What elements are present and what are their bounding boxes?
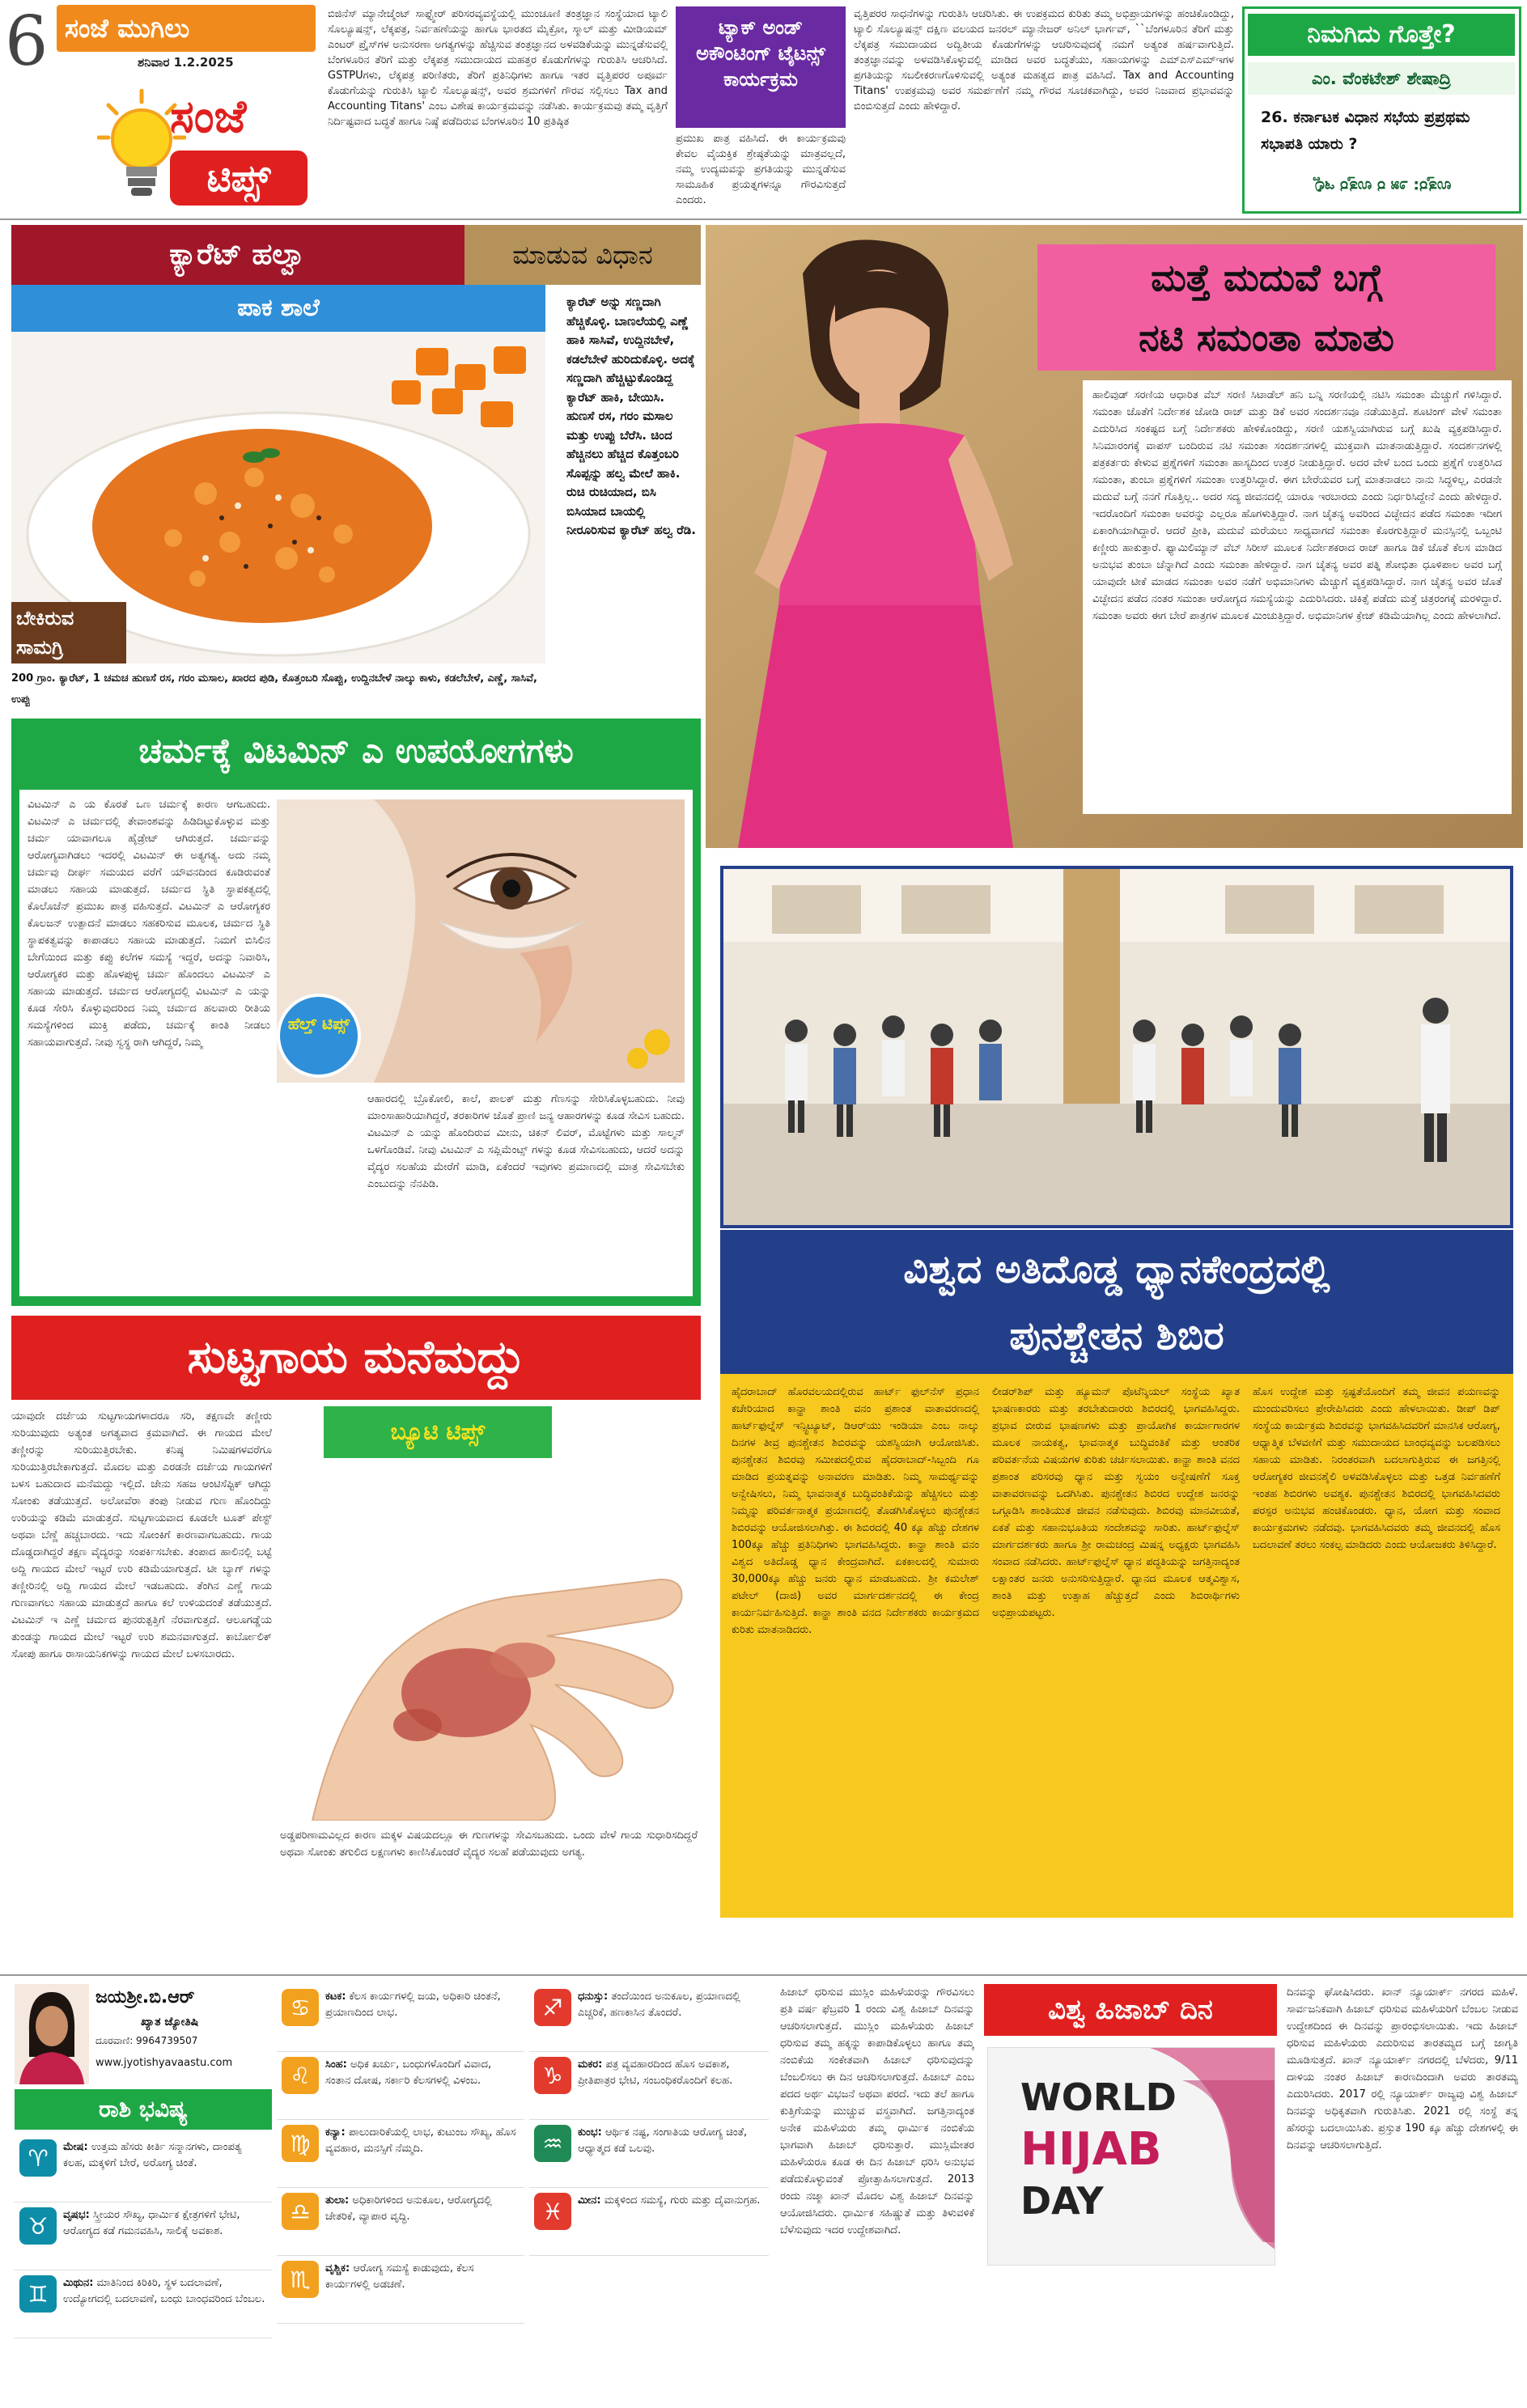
zodiac-entry [529, 1984, 769, 2052]
aquarius-icon: ♒ [534, 2125, 571, 2162]
world-hijab-day-logo [987, 2047, 1275, 2266]
zodiac-entry [277, 2052, 524, 2120]
logo-world-text: WORLD [1020, 2077, 1177, 2118]
meditation-headline-line1: ವಿಶ್ವದ ಅತಿದೊಡ್ಡ ಧ್ಯಾನಕೇಂದ್ರದಲ್ಲಿ [903, 1247, 1330, 1292]
zodiac-entry [277, 2188, 524, 2256]
masthead-bar [57, 5, 316, 52]
meditation-photo [720, 866, 1513, 1228]
zodiac-entry [277, 2120, 524, 2188]
cancer-icon: ♋ [282, 1989, 319, 2026]
zodiac-entry [529, 2188, 769, 2256]
hijab-col2: ದಿನವನ್ನು ಘೋಷಿಸಿದರು. ಖಾನ್ ನ್ಯೂಯಾರ್ಕ್ ನಗರದ ಮಹಿಳೆ. ಸಾರ್ವಜನಿಕವಾಗಿ ಹಿಜಾಬ್ ಧರಿಸುವ ಮಹಿಳೆಯರಿಗೆ ಬೆಂಬಲ ನೀಡುವ ಉದ್ದೇಶದಿಂದ ಈ ದಿನವನ್ನು ಪ್ರಾರಂಭಿಸಲಾಯಿತು. ಇದು ಹಿಜಾಬ್ ಧರಿಸುವ ಮಹಿಳೆಯರು ಎದುರಿಸುವ ತಾರತಮ್ಯದ ಬಗ್ಗೆ ಜಾಗೃತಿ ಮೂಡಿಸುತ್ತದೆ. ಖಾನ್ ನ್ಯೂಯಾರ್ಕ್ ನಗರದಲ್ಲಿ ಬೆಳೆದರು, 9/11 ದಾಳಿಯ ನಂತರ ಹಿಜಾಬ್ ಕಾರಣದಿಂದಾಗಿ ಅವರು ತಾರತಮ್ಯ ಎದುರಿಸಿದರು. 2017 ರಲ್ಲಿ ನ್ಯೂಯಾರ್ಕ್ ರಾಜ್ಯವು ವಿಶ್ವ ಹಿಜಾಬ್ ದಿನವನ್ನು ಅಧಿಕೃತವಾಗಿ ಗುರುತಿಸಿತು. 2021 ರಲ್ಲಿ ಸಂಸ್ಥೆ ತನ್ನ ಹೆಸರನ್ನು ಬದಲಾಯಿಸಿತು. ಪ್ರಸ್ತುತ 190 ಕ್ಕೂ ಹೆಚ್ಚು ದೇಶಗಳಲ್ಲಿ ಈ ದಿನವನ್ನು ಆಚರಿಸಲಾಗುತ್ತಿದೆ. [1287, 1986, 1518, 2152]
horoscope-title: ರಾಶಿ ಭವಿಷ್ಯ [99, 2096, 188, 2122]
recipe-ingredients-label [11, 602, 126, 663]
quiz-box [1242, 6, 1521, 214]
zodiac-text: ಧನುಸ್ಸು: ತಂದೆಯಿಂದ ಅನುಕೂಲ, ಪ್ರಯಾಣದಲ್ಲಿ ಎಚ್ಚರಿಕೆ, ಹಣಕಾಸಿನ ತೊಂದರೆ. [578, 1990, 740, 2019]
zodiac-entry [277, 2256, 524, 2324]
hijab-title-bar [984, 1984, 1277, 2036]
scorpio-icon: ♏ [282, 2261, 319, 2298]
horoscope-col2 [277, 1984, 524, 2402]
zodiac-entry [529, 2052, 769, 2120]
page-number: 6 [5, 5, 49, 78]
logo-day-text: DAY [1020, 2181, 1104, 2221]
zodiac-text: ಮಕರ: ಪತ್ರ ವ್ಯವಹಾರದಿಂದ ಹೊಸ ಅವಕಾಶ, ಪ್ರೀತಿಪಾತ್ರರ ಭೇಟಿ, ಸಂಬಂಧಿಕರೊಂದಿಗೆ ಕಲಹ. [578, 2058, 733, 2087]
sagittarius-icon: ♐ [534, 1989, 571, 2026]
horoscope-section [11, 1981, 772, 2405]
tax-headline-box [676, 6, 846, 128]
astrologer-name: ಜಯಶ್ರೀ.ಬಿ.ಆರ್ [95, 1987, 195, 2007]
vitamin-title: ಚರ್ಮಕ್ಕೆ ವಿಟಮಿನ್ ಎ ಉಪಯೋಗಗಳು [138, 731, 574, 770]
hijab-col1: ಹಿಜಾಬ್ ಧರಿಸುವ ಮುಸ್ಲಿಂ ಮಹಿಳೆಯರನ್ನು ಗೌರವಿಸಲು ಪ್ರತಿ ವರ್ಷ ಫೆಬ್ರವರಿ 1 ರಂದು ವಿಶ್ವ ಹಿಜಾಬ್ ದಿನವನ್ನು ಆಚರಿಸಲಾಗುತ್ತದೆ. ಮುಸ್ಲಿಂ ಮಹಿಳೆಯರು ಹಿಜಾಬ್ ಧರಿಸುವ ತಮ್ಮ ಹಕ್ಕನ್ನು ಕಾಪಾಡಿಕೊಳ್ಳಲು ಹಾಗೂ ತಮ್ಮ ನಂಬಿಕೆಯ ಸಂಕೇತವಾಗಿ ಹಿಜಾಬ್ ಧರಿಸುವುದನ್ನು ಬೆಂಬಲಿಸಲು ಈ ದಿನ ಆಚರಿಸಲಾಗುತ್ತದೆ. ಹಿಜಾಬ್ ಎಂಬ ಪದದ ಅರ್ಥ ವಿಭಜನೆ ಅಥವಾ ಪರದೆ. ಇದು ತಲೆ ಹಾಗೂ ಕುತ್ತಿಗೆಯನ್ನು ಮುಚ್ಚುವ ವಸ್ತ್ರವಾಗಿದೆ. ಜಗತ್ತಿನಾದ್ಯಂತ ಅನೇಕ ಮಹಿಳೆಯರು ತಮ್ಮ ಧಾರ್ಮಿಕ ನಂಬಿಕೆಯ ಭಾಗವಾಗಿ ಹಿಜಾಬ್ ಧರಿಸುತ್ತಾರೆ. ಮುಸ್ಲಿಮೇತರ ಮಹಿಳೆಯರೂ ಕೂಡ ಈ ದಿನ ಹಿಜಾಬ್ ಧರಿಸಿ ಅನುಭವ ಪಡೆದುಕೊಳ್ಳುವಂತೆ ಪ್ರೋತ್ಸಾಹಿಸಲಾಗುತ್ತದೆ. 2013 ರಂದು ನಜ್ಮಾ ಖಾನ್ ಮೊದಲ ವಿಶ್ವ ಹಿಜಾಬ್ ದಿನವನ್ನು ಆಯೋಜಿಸಿದರು. ಧಾರ್ಮಿಕ ಸಹಿಷ್ಣುತೆ ಮತ್ತು ತಿಳುವಳಿಕೆ ಬೆಳೆಸುವುದು ಇದರ ಉದ್ದೇಶವಾಗಿದೆ. [780, 1986, 974, 2236]
zodiac-text: ವೃಷಭ: ಸ್ತ್ರೀಯರ ಸೌಖ್ಯ, ಧಾರ್ಮಿಕ ಕ್ಷೇತ್ರಗಳಿಗೆ ಭೇಟಿ, ಆರೋಗ್ಯದ ಕಡೆ ಗಮನವಹಿಸಿ, ಸಾಲಿಕ್ಕೆ ಅವಕಾಶ. [63, 2209, 240, 2237]
recipe-section-label-bar [11, 285, 545, 332]
top-divider [0, 218, 1527, 220]
section-title-tips [170, 150, 308, 206]
astrologer-phone: ದೂರವಾಣಿ: 9964739507 [95, 2035, 198, 2046]
beauty-tips-badge [324, 1406, 552, 1458]
taurus-icon: ♉ [19, 2207, 57, 2245]
edition-date: ಶನಿವಾರ 1.2.2025 [138, 55, 234, 70]
vitamin-col2: ಆಹಾರದಲ್ಲಿ ಬ್ರೊಕೋಲಿ, ಕಾಲೆ, ಪಾಲಕ್ ಮತ್ತು ಗೆಣಸನ್ನು ಸೇರಿಸಿಕೊಳ್ಳಬಹುದು. ನೀವು ಮಾಂಸಾಹಾರಿಯಾಗಿದ್ದರೆ, ತರಕಾರಿಗಳ ಜೊತೆ ಪ್ರಾಣಿ ಜನ್ಯ ಆಹಾರಗಳನ್ನು ಕೂಡ ಸೇವಿಸ ಬಹುದು. ವಿಟಮಿನ್ ಎ ಯನ್ನು ಹೊಂದಿರುವ ಮೀನು, ಚಿಕನ್ ಲಿವರ್, ಮೊಟ್ಟೆಗಳು ಮತ್ತು ಸಾಲ್ಮನ್ ಒಳಗೊಂಡಿವೆ. ನೀವು ವಿಟಮಿನ್ ಎ ಸಪ್ಲಿಮೆಂಟ್ಸ್ ಗಳನ್ನು ಕೂಡ ಸೇವಿಸಬಹುದು, ಆದರೆ ಅದನ್ನು ವೈದ್ಯರ ಸಲಹೆಯ ಮೇರೆಗೆ ಮಾಡಿ, ಏಕೆಂದರೆ ಇವುಗಳು ಪ್ರಮಾಣದಲ್ಲಿ ಮಾತ್ರ ಸೇವಿಸಬೇಕು ಎಂಬುದನ್ನು ನೆನಪಿಡಿ. [367, 1093, 685, 1190]
samantha-headline-line1: ಮತ್ತೆ ಮದುವೆ ಬಗ್ಗೆ [1151, 256, 1382, 299]
meditation-headline-line2: ಪುನಶ್ಚೇತನ ಶಿಬಿರ [1009, 1313, 1224, 1359]
zodiac-text: ಮೀನ: ಮಕ್ಕಳಿಂದ ಸಮಸ್ಯೆ, ಗುರು ಮತ್ತು ದೈವಾನುಗ್ರಹ. [578, 2194, 761, 2207]
samantha-headline-line2: ನಟಿ ಸಮಂತಾ ಮಾತು [1139, 316, 1394, 359]
health-tips-badge [277, 994, 361, 1078]
astrologer-avatar [15, 1984, 89, 2084]
recipe-ingredients-label-text: ಬೇಕಿರುವ ಸಾಮಗ್ರಿ [16, 607, 74, 659]
recipe-method-label: ಮಾಡುವ ವಿಧಾನ [512, 240, 653, 270]
zodiac-entry [15, 2135, 272, 2202]
burn-title: ಸುಟ್ಟಗಾಯ ಮನೆಮದ್ದು [187, 1331, 525, 1384]
recipe-ingredients-text: 200 ಗ್ರಾಂ. ಕ್ಯಾರೆಟ್, 1 ಚಮಚ ಹುಣಸೆ ರಸ, ಗರಂ ಮಸಾಲ, ಖಾರದ ಪುಡಿ, ಕೊತ್ತಂಬರಿ ಸೊಪ್ಪು, ಉದ್ದಿನಬೇಳೆ ನಾಲ್ಕು ಕಾಳು, ಕಡಲೆಬೇಳೆ, ಎಣ್ಣೆ, ಸಾಸಿವೆ, ಉಪ್ಪು [11, 672, 537, 706]
beauty-tips-badge-text: ಬ್ಯೂಟಿ ಟಿಪ್ಸ್ [390, 1418, 486, 1445]
quiz-answer-name: ಎಂ. ವೆಂಕಟೇಶ್ ಶೇಷಾದ್ರಿ [1248, 62, 1515, 95]
health-tips-badge-text: ಹೆಲ್ತ್ ಟಿಪ್ಸ್ [287, 1014, 350, 1033]
meditation-col1: ಹೈದರಾಬಾದ್ ಹೊರವಲಯದಲ್ಲಿರುವ ಹಾರ್ಟ್ ಫುಲ್‌ನೆಸ್ ಪ್ರಧಾನ ಕಚೇರಿಯಾದ ಕಾನ್ಹಾ ಶಾಂತಿ ವನಂ ಪ್ರಶಾಂತ ವಾತಾವರಣದಲ್ಲಿ ಹಾರ್ಟ್‌ಫುಲ್ನೆಸ್ ಇನ್ಸ್ಟಿಟ್ಯೂಟ್, ಡಿಆರ್‌ಯು ಇಂಡಿಯಾ ಎಂಬ ನಾಲ್ಕು ದಿನಗಳ ತೀವ್ರ ಪುನಶ್ಚೇತನ ಶಿಬಿರವನ್ನು ಯಶಸ್ವಿಯಾಗಿ ಆಯೋಜಿಸಿತು. ಪುನಶ್ಚೇತನ ಶಿಬಿರವು ಸಮೀಪದಲ್ಲಿರುವ ಹೈದರಾಬಾದ್-ಸಿಬ್ಬಂದಿ ಗೂ ಮಾಡಿದ ಪ್ರಯತ್ನವನ್ನು ಅನಾವರಣ ಮಾಡಿತು. ನಿಮ್ಮ ಸಾಮರ್ಥ್ಯವನ್ನು ಅನ್ವೇಷಿಸಲು, ನಿಮ್ಮ ಭಾವನಾತ್ಮಕ ಬುದ್ಧಿವಂತಿಕೆಯನ್ನು ಹೆಚ್ಚಿಸಲು ಮತ್ತು ನಿಮ್ಮನ್ನು ಪರಿವರ್ತನಾತ್ಮಕ ಪ್ರಯಾಣದಲ್ಲಿ ತೊಡಗಿಸಿಕೊಳ್ಳಲು ಪುನಶ್ಚೇತನ ಶಿಬಿರವನ್ನು ಆಯೋಜಿಸಲಾಗಿತ್ತು. ಈ ಶಿಬಿರದಲ್ಲಿ 40 ಕ್ಕೂ ಹೆಚ್ಚು ದೇಶಗಳ 100ಕ್ಕೂ ಹೆಚ್ಚು ಪ್ರತಿನಿಧಿಗಳು ಭಾಗವಹಿಸಿದ್ದರು. ಕಾನ್ಹಾ ಶಾಂತಿ ವನಂ ವಿಶ್ವದ ಅತಿದೊಡ್ಡ ಧ್ಯಾನ ಕೇಂದ್ರವಾಗಿದೆ. ಏಕಕಾಲದಲ್ಲಿ ಸುಮಾರು 30,000ಕ್ಕೂ ಹೆಚ್ಚು ಜನರು ಧ್ಯಾನ ಮಾಡಬಹುದು. ಶ್ರೀ ಕಮಲೇಶ್ ಪಟೇಲ್ (ದಾಜಿ) ಅವರ ಮಾರ್ಗದರ್ಶನದಲ್ಲಿ ಈ ಕೇಂದ್ರ ಕಾರ್ಯನಿರ್ವಹಿಸುತ್ತಿದೆ. ಕಾನ್ಹಾ ಶಾಂತಿ ವನದ ನಿರ್ದೇಶಕರು ಕಾರ್ಯಕ್ರಮದ ಕುರಿತು ಮಾತನಾಡಿದರು. [732, 1386, 979, 1636]
logo-hijab-text: HIJAB [1020, 2126, 1162, 2174]
meditation-col3: ಹೊಸ ಉದ್ದೇಶ ಮತ್ತು ಸ್ಪಷ್ಟತೆಯೊಂದಿಗೆ ತಮ್ಮ ಜೀವನ ಪಯಣವನ್ನು ಮುಂದುವರಿಸಲು ಪ್ರೇರೇಪಿಸಿದರು ಎಂದು ಹೇಳಲಾಯಿತು. ಡೀಪ್ ಡಿಪ್ ಸಂಸ್ಥೆಯ ಕಾರ್ಯಕ್ರಮ ಶಿಬಿರವನ್ನು ಭಾಗವಹಿಸಿದವರಿಗೆ ಮಾನಸಿಕ ಆರೋಗ್ಯ, ಆಧ್ಯಾತ್ಮಿಕ ಬೆಳವಣಿಗೆ ಮತ್ತು ಸಮುದಾಯದ ಬಾಂಧವ್ಯವನ್ನು ಬಲಪಡಿಸಲು ಸಹಾಯ ಮಾಡಿತು. ನಿರಂತರವಾಗಿ ಬದಲಾಗುತ್ತಿರುವ ಈ ಜಗತ್ತಿನಲ್ಲಿ ಆರೋಗ್ಯಕರ ಜೀವನಶೈಲಿ ಅಳವಡಿಸಿಕೊಳ್ಳಲು ಮತ್ತು ಒತ್ತಡ ನಿರ್ವಹಣೆಗೆ ಇಂತಹ ಶಿಬಿರಗಳು ಅವಶ್ಯಕ. ಪುನಶ್ಚೇತನ ಶಿಬಿರದಲ್ಲಿ ಭಾಗವಹಿಸಿದವರು ಪರಸ್ಪರ ಅನುಭವ ಹಂಚಿಕೊಂಡರು. ಧ್ಯಾನ, ಯೋಗ ಮತ್ತು ಸಂವಾದ ಕಾರ್ಯಕ್ರಮಗಳು ನಡೆದವು. ಭಾಗವಹಿಸಿದವರು ತಮ್ಮ ಜೀವನದಲ್ಲಿ ಹೊಸ ಬದಲಾವಣೆ ತರಲು ಸಂಕಲ್ಪ ಮಾಡಿದರು ಎಂದು ಆಯೋಜಕರು ತಿಳಿಸಿದ್ದಾರೆ. [1253, 1386, 1500, 1551]
zodiac-entry [15, 2270, 272, 2338]
hijab-title: ವಿಶ್ವ ಹಿಜಾಬ್ ದಿನ [1048, 1994, 1213, 2026]
zodiac-text: ಕಟಕ: ಕೆಲಸ ಕಾರ್ಯಗಳಲ್ಲಿ ಜಯ, ಅಧಿಕಾರಿ ಚಿಂತನೆ, ಪ್ರಯಾಣದಿಂದ ಲಾಭ. [325, 1990, 501, 2019]
recipe-method-text: ಕ್ಯಾರೆಟ್ ಅನ್ನು ಸಣ್ಣದಾಗಿ ಹೆಚ್ಚಿಕೊಳ್ಳಿ. ಬಾಣಲೆಯಲ್ಲಿ ಎಣ್ಣೆ ಹಾಕಿ ಸಾಸಿವೆ, ಉದ್ದಿನಬೇಳೆ, ಕಡಲೆಬೇಳೆ ಹುರಿದುಕೊಳ್ಳಿ. ಅದಕ್ಕೆ ಸಣ್ಣದಾಗಿ ಹೆಚ್ಚಿಟ್ಟುಕೊಂಡಿದ್ದ ಕ್ಯಾರೆಟ್ ಹಾಕಿ, ಬೇಯಿಸಿ. ಹುಣಸೆ ರಸ, ಗರಂ ಮಸಾಲ ಮತ್ತು ಉಪ್ಪು ಬೆರೆಸಿ. ಚಿಂದ ಹೆಚ್ಚಿನಲು ಹೆಚ್ಚಿದ ಕೊತ್ತಂಬರಿ ಸೊಪ್ಪನ್ನು ಹಲ್ವ ಮೇಲೆ ಹಾಕಿ. ರುಚಿ ರುಚಿಯಾದ, ಬಿಸಿ ಬಿಸಿಯಾದ ಬಾಯಲ್ಲಿ ನೀರೂರಿಸುವ ಕ್ಯಾರೆಟ್ ಹಲ್ವ ರೆಡಿ. [566, 295, 696, 537]
tax-article-col3: ಪ್ರಮುಖ ಪಾತ್ರ ವಹಿಸಿದೆ. ಈ ಕಾರ್ಯಕ್ರಮವು ಕೇವಲ ವೈಯಕ್ತಿಕ ಶ್ರೇಷ್ಠತೆಯನ್ನು ಮಾತ್ರವಲ್ಲದೆ, ನಮ್ಮ ಉದ್ಯಮವನ್ನು ಪ್ರಗತಿಯನ್ನು ಮುನ್ನಡೆಸುವ ಸಾಮೂಹಿಕ ಪ್ರಯತ್ನಗಳನ್ನೂ ಗೌರವಿಸುತ್ತದೆ ಎಂದರು. [676, 133, 846, 206]
samantha-headline-box [1037, 244, 1495, 371]
horoscope-col1 [15, 2135, 272, 2402]
zodiac-text: ಮೇಷ: ಉತ್ತಮ ಹೆಸರು ಕೀರ್ತಿ ಸನ್ಮಾನಗಳು, ದಾಂಪತ್ಯ ಕಲಹ, ಮಕ್ಕಳಿಗೆ ಬೇರೆ, ಅರೋಗ್ಯ ಚಿಂತೆ. [63, 2141, 242, 2169]
quiz-title: ನಿಮಗಿದು ಗೊತ್ತೇ? [1307, 20, 1456, 49]
zodiac-text: ಕುಂಭ: ಆರ್ಥಿಕ ನಷ್ಟ, ಸಂಗಾತಿಯ ಆರೋಗ್ಯ ಚಿಂತೆ, ಆಧ್ಯಾತ್ಮದ ಕಡೆ ಒಲವು. [578, 2126, 748, 2155]
meditation-headline-box [720, 1230, 1513, 1374]
aries-icon: ♈ [19, 2139, 57, 2177]
recipe-method-label-bar [464, 225, 701, 285]
vitamin-col1: ವಿಟಮಿನ್ ಎ ಯ ಕೊರತೆ ಒಣ ಚರ್ಮಕ್ಕೆ ಕಾರಣ ಆಗಬಹುದು. ವಿಟಮಿನ್ ಎ ಚರ್ಮದಲ್ಲಿ ತೇವಾಂಶವನ್ನು ಹಿಡಿದಿಟ್ಟುಕೊಳ್ಳುವ ಮತ್ತು ಚರ್ಮ ಯಾವಾಗಲೂ ಹೈಡ್ರೇಟ್ ಆಗಿರುತ್ತದೆ. ಚರ್ಮವನ್ನು ಆರೋಗ್ಯವಾಗಿಡಲು ಇದರಲ್ಲಿ ವಿಟಮಿನ್ ಈ ಅತ್ಯಗತ್ಯ. ಅದು ನಮ್ಮ ಚರ್ಮವು ದೀರ್ಘ ಸಮಯದ ವರೆಗೆ ಯೌವನದಿಂದ ಕೂಡಿರುವಂತೆ ಮಾಡಲು ಸಹಾಯ ಮಾಡುತ್ತದೆ. ಚರ್ಮದ ಸ್ಥಿತಿ ಸ್ಥಾಪಕತ್ವದಲ್ಲಿ ಕೊಲೊಜೆನ್ ಪ್ರಮುಖ ಪಾತ್ರ ವಹಿಸುತ್ತದೆ. ವಿಟಮಿನ್ ಎ ಆರೋಗ್ಯಕರ ಕೊಲಜನ್ ಉತ್ಪಾದನೆ ಮಾಡಲು ಸಹಕರಿಸುವ ಮೂಲಕ, ಚರ್ಮದ ಸ್ಥಿತಿ ಸ್ಥಾಪಕತ್ವವನ್ನು ಕಾಪಾಡಲು ಸಹಾಯ ಮಾಡುತ್ತದೆ. ನಿಮಗೆ ಬಿಸಿಲಿನ ಬೇಗೆಯಿಂದ ಮತ್ತು ಕಪ್ಪು ಕಲೆಗಳ ಸಮಸ್ಯೆ ಇದ್ದರೆ, ಅದನ್ನು ನಿವಾರಿಸಿ, ಆರೋಗ್ಯಕರ ಮತ್ತು ಹೊಳಪುಳ್ಳ ಚರ್ಮ ಹೊಂದಲು ವಿಟಮಿನ್ ಎ ಸಹಾಯ ಮಾಡುತ್ತದೆ. ಚರ್ಮದ ಆರೋಗ್ಯದಲ್ಲಿ ವಿಟಮಿನ್ ಎ ಯನ್ನು ಕೂಡ ಸೇರಿಸಿ ಕೊಳ್ಳುವುದರಿಂದ ನಿಮ್ಮ ಚರ್ಮದ ಹಲವಾರು ರೀತಿಯ ಸಮಸ್ಯೆಗಳಿಂದ ಮುಕ್ತಿ ಪಡೆದು, ಚರ್ಮಕ್ಕೆ ಕಾಂತಿ ನೀಡಲು ಸಹಾಯವಾಗುತ್ತದೆ. ನೀವು ಸ್ವಸ್ಥ ರಾಗಿ ಆಗಿದ್ದರೆ, ನಿಮ್ಮ [28, 799, 270, 1049]
samantha-article: ಹಾಲಿವುಡ್ ಸರಣಿಯ ಆಧಾರಿತ ವೆಬ್ ಸರಣಿ ಸಿಟಾಡೆಲ್ ಹನಿ ಬನ್ನಿ ಸರಣಿಯಲ್ಲಿ ನಟಿಸಿ ಸಮಂತಾ ಮೆಚ್ಚುಗೆ ಗಳಿಸಿದ್ದಾರೆ. ಸಮಂತಾ ಜೊತೆಗೆ ನಿರ್ದೇಶಕ ಜೋಡಿ ರಾಜ್ ಮತ್ತು ಡಿಕೆ ಅವರ ಸಂದರ್ಶನವೂ ನಡೆಯುತ್ತಿದೆ. ಶೂಟಿಂಗ್ ವೇಳೆ ಸಮಂತಾ ಎದುರಿಸಿದ ಸಂಕಷ್ಟದ ಬಗ್ಗೆ ನಿರ್ದೇಶಕರು ಹೇಳಿಕೊಂಡಿದ್ದು, ಸರಣಿ ಯಶಸ್ವಿಯಾಗಿರುವ ಬಗ್ಗೆ ಖುಷಿ ವ್ಯಕ್ತಪಡಿಸಿದ್ದಾರೆ. ಸಿನಿಮಾರಂಗಕ್ಕೆ ವಾಪಸ್ ಬಂದಿರುವ ನಟಿ ಸಮಂತಾ ಸಂದರ್ಶನಗಳಲ್ಲಿ ಮುಕ್ತವಾಗಿ ಮಾತನಾಡುತ್ತಿದ್ದಾರೆ. ಸಂದರ್ಶನಗಳಲ್ಲಿ ಪತ್ರಕರ್ತರು ಕೇಳುವ ಪ್ರಶ್ನೆಗಳಿಗೆ ಸಮಂತಾ ಹಾಸ್ಯದಿಂದ ಉತ್ತರ ನೀಡುತ್ತಿದ್ದಾರೆ. ಅದರ ವೇಳೆ ಬಂದ ಒಂದು ಪ್ರಶ್ನೆಗೆ ಉತ್ತರಿಸಿದ ಸಮಂತಾ, ತುಂಬಾ ಪ್ರಶ್ನೆಗಳಿಗೆ ಸಮಂತಾ ಉತ್ತರಿಸಿದ್ದಾರೆ. ಈಗ ಬೇರೆಯವರ ಬಗ್ಗೆ ಮಾತನಾಡಲು ನಾನು ಸಿದ್ಧಳಿಲ್ಲ, ಎರಡನೇ ಮದುವೆ ಬಗ್ಗೆ ನನಗೆ ಗೊತ್ತಿಲ್ಲ.. ಅದರ ಸದ್ಯ ಜೀವನದಲ್ಲಿ ಯಾರೂ ಇರಬಾರದು ಎಂದು ನಿರ್ಧರಿಸಿದ್ದೇನೆ ಎಂದು ಹೇಳಿದ್ದಾರೆ. ಇದರೊಂದಿಗೆ ಸಮಂತಾ ಅವರನ್ನು ಎಲ್ಲರೂ ಹೊಗಳುತ್ತಿದ್ದಾರೆ. ನಾಗ ಚೈತನ್ಯ ಅವರಿಂದ ವಿಚ್ಛೇದನ ಪಡೆದ ಸಮಂತಾ ಇದೀಗ ಏಕಾಂಗಿಯಾಗಿದ್ದಾರೆ. ಆದರೆ ಪ್ರೀತಿ, ಮದುವೆ ಮರೆಯಲು ಸಾಧ್ಯವಾಗದೆ ಸಮಂತಾ ಕೊರಗುತ್ತಿದ್ದಾರೆ ಮನಸ್ಸಿನಲ್ಲಿ ಒಬ್ಬಂಟಿ ಕಣ್ಣೀರು ಹಾಕುತ್ತಾರೆ. ಫ್ಯಾಮಿಲಿಮ್ಯಾನ್ ವೆಬ್ ಸಿರೀಸ್ ಮೂಲಕ ನಿರ್ದೇಶಕರಾದ ರಾಜ್ ಹಾಗೂ ಡಿಕೆ ಜೊತೆ ಕೆಲಸ ಮಾಡಿದ ಅನುಭವ ತುಂಬಾ ಚೆನ್ನಾಗಿದೆ ಎಂದು ಸಮಂತಾ ಹೇಳಿದ್ದಾರೆ. ನಾಗ ಚೈತನ್ಯ ಅವರ ಪತ್ನಿ ಶೋಭಿತಾ ಧೂಳಿಪಾಲ ಅವರ ಬಗ್ಗೆ ಯಾವುದೇ ಟೀಕೆ ಮಾಡದ ಸಮಂತಾ ಅವರ ನಡೆಗೆ ಅಭಿಮಾನಿಗಳು ಮೆಚ್ಚುಗೆ ವ್ಯಕ್ತಪಡಿಸಿದ್ದಾರೆ. ನಾಗ ಚೈತನ್ಯ ಅವರ ಜೊತೆ ವಿಚ್ಛೇದನ ಪಡೆದ ನಂತರ ಸಮಂತಾ ಆರೋಗ್ಯದ ಸಮಸ್ಯೆಯನ್ನು ಎದುರಿಸಿದರು. ಚಿಕಿತ್ಸೆ ಪಡೆದು ಮತ್ತೆ ಚಿತ್ರರಂಗಕ್ಕೆ ಮರಳಿದ್ದಾರೆ. ಸಮಂತಾ ಅವರು ಈಗ ಬೇರೆ ಪಾತ್ರಗಳ ಮೂಲಕ ಮಿಂಚುತ್ತಿದ್ದಾರೆ. ಅಭಿಮಾನಿಗಳ ಕ್ರೇಜ್ ಕಡಿಮೆಯಾಗಿಲ್ಲ ಎಂದು ಹೇಳಲಾಗಿದೆ. [1092, 389, 1502, 622]
burned-hand-photo [280, 1458, 698, 1821]
leo-icon: ♌ [282, 2057, 319, 2094]
libra-icon: ♎ [282, 2193, 319, 2230]
quiz-flipped-answer-text: ಉತ್ತರ: ೨೫ ರ ಉತ್ತರ ಇಲ್ಲಿ [1313, 177, 1452, 195]
burn-col1: ಯಾವುದೇ ದರ್ಜೆಯ ಸುಟ್ಟಗಾಯಗಳಾದರೂ ಸರಿ, ತಕ್ಷಣವೇ ತಣ್ಣೀರು ಸುರಿಯುವುದು ಅತ್ಯಂತ ಅಗತ್ಯವಾದ ಕ್ರಮವಾಗಿದೆ. ಈ ಗಾಯದ ಮೇಲೆ ತಣ್ಣೀರನ್ನು ಸುರಿಯುತ್ತಿರಬೇಕು. ಕನಿಷ್ಠ ನಿಮಿಷಗಳವರೆಗೂ ಸುರಿಯುತ್ತಿರಬೇಕಾಗುತ್ತದೆ. ಮೊದಲ ಮತ್ತು ಎರಡನೇ ದರ್ಜೆಯ ಗಾಯಗಳಿಗೆ ಬಳಸ ಬಹುದಾದ ಮನೆಮದ್ದು ಇಲ್ಲಿದೆ. ಜೇನು ಸಹಜ ಆಂಟಿಸೆಪ್ಟಿಕ್ ಆಗಿದ್ದು ಸೋಂಕು ತಡೆಯುತ್ತದೆ. ಅಲೋವೆರಾ ತಂಪು ನೀಡುವ ಗುಣ ಹೊಂದಿದ್ದು ಉರಿಯನ್ನು ಕಡಿಮೆ ಮಾಡುತ್ತದೆ. ಸುಟ್ಟಗಾಯವಾದ ಕೂಡಲೇ ಟೂತ್ ಪೇಸ್ಟ್ ಅಥವಾ ಬೆಣ್ಣೆ ಹಚ್ಚಬಾರದು. ಇದು ಸೋಂಕಿಗೆ ಕಾರಣವಾಗಬಹುದು. ಗಾಯ ದೊಡ್ಡದಾಗಿದ್ದರೆ ತಕ್ಷಣ ವೈದ್ಯರನ್ನು ಸಂಪರ್ಕಿಸಬೇಕು. ತಂಪಾದ ಹಾಲಿನಲ್ಲಿ ಬಟ್ಟೆ ಅದ್ದಿ ಗಾಯದ ಮೇಲೆ ಇಟ್ಟರೆ ಉರಿ ಕಡಿಮೆಯಾಗುತ್ತದೆ. ಟೀ ಬ್ಯಾಗ್ ಗಳನ್ನು ತಣ್ಣೀರಿನಲ್ಲಿ ಅದ್ದಿ ಗಾಯದ ಮೇಲೆ ಇಡಬಹುದು. ತೆಂಗಿನ ಎಣ್ಣೆ ಗಾಯ ಗುಣವಾಗಲು ಸಹಾಯ ಮಾಡುತ್ತದೆ ಹಾಗೂ ಕಲೆ ಉಳಿಯದಂತೆ ತಡೆಯುತ್ತದೆ. ವಿಟಮಿನ್ ಇ ಎಣ್ಣೆ ಚರ್ಮದ ಪುನರುತ್ಪತ್ತಿಗೆ ನೆರವಾಗುತ್ತದೆ. ಆಲೂಗಡ್ಡೆಯ ತುಂಡನ್ನು ಗಾಯದ ಮೇಲೆ ಇಟ್ಟರೆ ಉರಿ ಶಮನವಾಗುತ್ತದೆ. ಕಾರ್ಬೋಲಿಕ್ ಸೋಪು ಹಾಗೂ ರಾಸಾಯನಿಕಗಳನ್ನು ಗಾಯದ ಮೇಲೆ ಬಳಸಬಾರದು. [11, 1410, 272, 1660]
paper-name: ಸಂಜೆ ಮುಗಿಲು [65, 13, 190, 44]
virgo-icon: ♍ [282, 2125, 319, 2162]
vitamin-section [11, 719, 701, 1306]
zodiac-entry [15, 2202, 272, 2270]
astrologer-title: ಖ್ಯಾತ ಜ್ಯೋತಿಷಿ [141, 2016, 199, 2029]
masthead [0, 0, 324, 217]
zodiac-text: ಮಿಥುನ: ಮಾತಿನಿಂದ ಕಿರಿಕಿರಿ, ಸ್ಥಳ ಬದಲಾವಣೆ, ಉದ್ಯೋಗದಲ್ಲಿ ಬದಲಾವಣೆ, ಬಂಧು ಬಾಂಧವರಿಂದ ಬೆಂಬಲ. [63, 2277, 265, 2305]
quiz-flipped-answer [1253, 167, 1512, 205]
pisces-icon: ♓ [534, 2193, 571, 2230]
zodiac-entry [277, 1984, 524, 2052]
gemini-icon: ♊ [19, 2275, 57, 2313]
zodiac-entry [529, 2120, 769, 2188]
capricorn-icon: ♑ [534, 2057, 571, 2094]
quiz-title-bar [1248, 14, 1515, 56]
tax-article-col2: ವೃತ್ತಿಪರರ ಸಾಧನೆಗಳನ್ನು ಗುರುತಿಸಿ ಆಚರಿಸಿತು. ಈ ಉಪಕ್ರಮದ ಕುರಿತು ತಮ್ಮ ಅಭಿಪ್ರಾಯಗಳನ್ನು ಹಂಚಿಕೊಂಡಿದ್ದು, ಟ್ಯಾಲಿ ಸೊಲ್ಯೂಷನ್ಸ್ ದಕ್ಷಿಣ ವಲಯದ ಜನರಲ್ ಮ್ಯಾನೇಜರ್ ಅನಿಲ್ ಭಾರ್ಗವ್, ``ಬೆಂಗಳೂರಿನ ತೆರಿಗೆ ಮತ್ತು ಲೆಕ್ಕಪತ್ರ ಸಮುದಾಯದ ಅದ್ವಿತೀಯ ಕೊಡುಗೆಗಳನ್ನು ಆಚರಿಸುವುದಕ್ಕೆ ನಮಗೆ ಅತ್ಯಂತ ಹರ್ಷವಾಗುತ್ತಿದೆ. ತಂತ್ರಜ್ಞಾನವನ್ನು ಅಳವಡಿಸಿಕೊಳ್ಳುವಲ್ಲಿ ಮಾಡಿದ ಅವರ ಬದ್ಧತೆಯು, ಸಹಾಯಗಳನ್ನು ಎಮ್ಎಸ್ಎಮ್ಇಗಳ ಪ್ರಗತಿಯನ್ನು ಸಬಲೀಕರಣಗೊಳಿಸುವಲ್ಲಿ ಅತ್ಯಂತ ಮಹತ್ವದ ಪಾತ್ರ ವಹಿಸಿದೆ. Tax and Accounting Titans' ಉಪಕ್ರಮವು ಅವರ ಸಮರ್ಪಣೆಗೆ ನಮ್ಮ ಗೌರವ ಸೂಚಕವಾಗಿದ್ದು, ಅವರ ನಿಜವಾದ ಪ್ರಭಾವವನ್ನು ಬಿಂಬಿಸುತ್ತದೆ ಎಂದು ಹೇಳಿದ್ದಾರೆ. [854, 8, 1234, 112]
bottom-divider [0, 1974, 1527, 1976]
recipe-title-bar [11, 225, 464, 285]
recipe-section-label: ಪಾಕ ಶಾಲೆ [237, 294, 320, 322]
burn-title-bar [11, 1316, 701, 1400]
recipe-section [11, 225, 701, 712]
meditation-col2: ಲೀಡರ್‌ಶಿಪ್ ಮತ್ತು ಹ್ಯೂಮನ್ ಪೊಟೆನ್ಶಿಯಲ್ ಸಂಸ್ಥೆಯ ಖ್ಯಾತ ಭಾಷಣಕಾರರು ಮತ್ತು ತರಬೇತುದಾರರು ಶಿಬಿರದಲ್ಲಿ ಭಾಗವಹಿಸಿದ್ದರು. ಪ್ರಭಾವ ಬೀರುವ ಭಾಷಣಗಳು ಮತ್ತು ಪ್ರಾಯೋಗಿಕ ಕಾರ್ಯಾಗಾರಗಳ ಮೂಲಕ ನಾಯಕತ್ವ, ಭಾವನಾತ್ಮಕ ಬುದ್ಧಿವಂತಿಕೆ ಮತ್ತು ಆಂತರಿಕ ಪರಿವರ್ತನೆಯ ವಿಷಯಗಳ ಕುರಿತು ಚರ್ಚಿಸಲಾಯಿತು. ಕಾನ್ಹಾ ಶಾಂತಿ ವನದ ಪ್ರಶಾಂತ ಪರಿಸರವು ಧ್ಯಾನ ಮತ್ತು ಸ್ವಯಂ ಅನ್ವೇಷಣೆಗೆ ಸೂಕ್ತ ವಾತಾವರಣವನ್ನು ಒದಗಿಸಿತು. ಪುನಶ್ಚೇತನ ಶಿಬಿರದ ಉದ್ದೇಶ ಜನರನ್ನು ಒಗ್ಗೂಡಿಸಿ ಶಾಂತಿಯುತ ಜೀವನ ನಡೆಸುವುದು. ಶಿಬಿರವು ಮಾನವೀಯತೆ, ಏಕತೆ ಮತ್ತು ಸಹಾನುಭೂತಿಯ ಸಂದೇಶವನ್ನು ಸಾರಿತು. ಹಾರ್ಟ್‌ಫುಲ್ನೆಸ್ ಮಾರ್ಗದರ್ಶಕರು ಹಾಗೂ ಶ್ರೀ ರಾಮಚಂದ್ರ ಮಿಷನ್ನ ಅಧ್ಯಕ್ಷರು ಭಾಗವಹಿಸಿ ಸಂವಾದ ನಡೆಸಿದರು. ಹಾರ್ಟ್‌ಫುಲ್ನೆಸ್ ಧ್ಯಾನ ಪದ್ಧತಿಯನ್ನು ಜಗತ್ತಿನಾದ್ಯಂತ ಲಕ್ಷಾಂತರ ಜನರು ಅನುಸರಿಸುತ್ತಿದ್ದಾರೆ. ಧ್ಯಾನದ ಮೂಲಕ ಆತ್ಮವಿಶ್ವಾಸ, ಶಾಂತಿ ಮತ್ತು ಉತ್ಸಾಹ ಹೆಚ್ಚುತ್ತದೆ ಎಂದು ಶಿಬಿರಾರ್ಥಿಗಳು ಅಭಿಪ್ರಾಯಪಟ್ಟರು. [992, 1386, 1240, 1619]
horoscope-title-bar [15, 2089, 272, 2130]
tax-headline: ಟ್ಯಾಕ್ ಅಂಡ್ ಅಕೌಂಟಿಂಗ್ ಟೈಟನ್ಸ್ ಕಾರ್ಯಕ್ರಮ [696, 16, 825, 91]
horoscope-col3 [529, 1984, 769, 2402]
meditation-article-box [720, 1374, 1513, 1918]
tax-article-col1: ಬಿಜಿನೆಸ್ ಮ್ಯಾನೇಜ್ಮೆಂಟ್ ಸಾಫ್ಟ್ವೇರ್ ಪರಿಸರವ್ಯವಸ್ಥೆಯಲ್ಲಿ ಮುಂಚೂಣಿ ತಂತ್ರಜ್ಞಾನ ಸಂಸ್ಥೆಯಾದ ಟ್ಯಾಲಿ ಸೊಲ್ಯೂಷನ್ಸ್, ಲೆಕ್ಕಪತ್ರ, ನಿರ್ವಹಣೆಯನ್ನು ಹಾಗೂ ಭಾರತದ ಮೈಕ್ರೋ, ಸ್ಮಾಲ್ ಮತ್ತು ಮೀಡಿಯಮ್ ಎಂಟರ್ ಪ್ರೈಸ್‌ಗಳ ಅನುಸರಣಾ ಅಗತ್ಯಗಳನ್ನು ಹೆಚ್ಚಿಸುವ ತಂತ್ರಜ್ಞಾನದ ಅಳವಡಿಕೆಯನ್ನು ಮುನ್ನಡೆಸುವಲ್ಲಿ ಬೆಂಗಳೂರಿನ ತೆರಿಗೆ ಮತ್ತು ಲೆಕ್ಕಪತ್ರ ಸಮುದಾಯದ ಮಹತ್ತರ ಕೊಡುಗೆಗಳನ್ನು ಗುರುತಿಸಿ ಆಚರಿಸಿದೆ. GSTPUಗಳು, ಲೆಕ್ಕಪತ್ರ ಪರಿಣಿತರು, ತೆರಿಗೆ ಪ್ರತಿನಿಧಿಗಳು ಹಾಗೂ ಇತರ ವೃತ್ತಿಪರರ ಅಪೂರ್ವ ಕೊಡುಗೆಯನ್ನು ಗುರುತಿಸಿ ಟ್ಯಾಲಿ ಸೊಲ್ಯೂಷನ್ಸ್, ಅವರ ಶ್ರಮಗಳಿಗೆ ಗೌರವ ಸಲ್ಲಿಸಲು Tax and Accounting Titans' ಎಂಬ ವಿಶೇಷ ಕಾರ್ಯಕ್ರಮವನ್ನು ನಡೆಸಿತು. ಕಾರ್ಯಕ್ರಮವು ತಮ್ಮ ವೃತ್ತಿಗೆ ನಿರ್ದಿಷ್ಟವಾದ ಬದ್ಧತೆ ಹಾಗೂ ನಿಷ್ಠೆ ಪಡೆದಿರುವ ಬೆಂಗಳೂರಿನ 10 ಪ್ರತಿಷ್ಠಿತ [328, 8, 668, 128]
samantha-article-box [1083, 380, 1512, 814]
recipe-title: ಕ್ಯಾರೆಟ್ ಹಲ್ವಾ [169, 238, 307, 271]
section-title-sanje: ಸಂಜೆ [170, 91, 247, 143]
zodiac-text: ಸಿಂಹ: ಅಧಿಕ ಖರ್ಚು, ಬಂಧುಗಳೊಂದಿಗೆ ವಿವಾದ, ಸಂತಾನ ದೋಷ, ಸರ್ಕಾರಿ ಕೆಲಸಗಳಲ್ಲಿ ವಿಳಂಬ. [325, 2058, 492, 2087]
zodiac-text: ವೃಶ್ಚಿಕ: ಆರೋಗ್ಯ ಸಮಸ್ಯೆ ಕಾಡುವುದು, ಕೆಲಸ ಕಾರ್ಯಗಳಲ್ಲಿ ಅಡಚಣೆ. [325, 2262, 474, 2291]
astrologer-website: www.jyotishyavaastu.com [95, 2057, 233, 2069]
quiz-question: 26. ಕರ್ನಾಟಕ ವಿಧಾನ ಸಭೆಯ ಪ್ರಪ್ರಥಮ ಸಭಾಪತಿ ಯಾರು ? [1261, 108, 1470, 153]
zodiac-text: ಕನ್ಯಾ: ಪಾಲುದಾರಿಕೆಯಲ್ಲಿ ಲಾಭ, ಕುಟುಂಬ ಸೌಖ್ಯ, ಹೊಸ ವ್ಯವಹಾರ, ಮನಸ್ಸಿಗೆ ನೆಮ್ಮದಿ. [325, 2126, 516, 2155]
section-title-tips-text: ಟಿಪ್ಸ್ [206, 156, 271, 200]
zodiac-text: ತುಲಾ: ಅಧಿಕಾರಿಗಳಿಂದ ಅನುಕೂಲ, ಆರೋಗ್ಯದಲ್ಲಿ ಚೇತರಿಕೆ, ವ್ಯಾಪಾರ ವೃದ್ಧಿ. [325, 2194, 492, 2223]
vitamin-body [19, 790, 693, 1296]
burn-col2: ಅಡ್ಡಪರಿಣಾಮವಿಲ್ಲದ ಕಾರಣ ಮಕ್ಕಳ ವಿಷಯದಲ್ಲೂ ಈ ಗುಣಗಳನ್ನು ಸೇವಿಸಬಹುದು. ಒಂದು ವೇಳೆ ಗಾಯ ಸುಧಾರಿಸದಿದ್ದರೆ ಅಥವಾ ಸೋಂಕು ತಗುಲಿದ ಲಕ್ಷಣಗಳು ಕಾಣಿಸಿಕೊಂಡರೆ ವೈದ್ಯರ ಸಲಹೆ ಪಡೆಯುವುದು ಅಗತ್ಯ. [280, 1829, 698, 1859]
